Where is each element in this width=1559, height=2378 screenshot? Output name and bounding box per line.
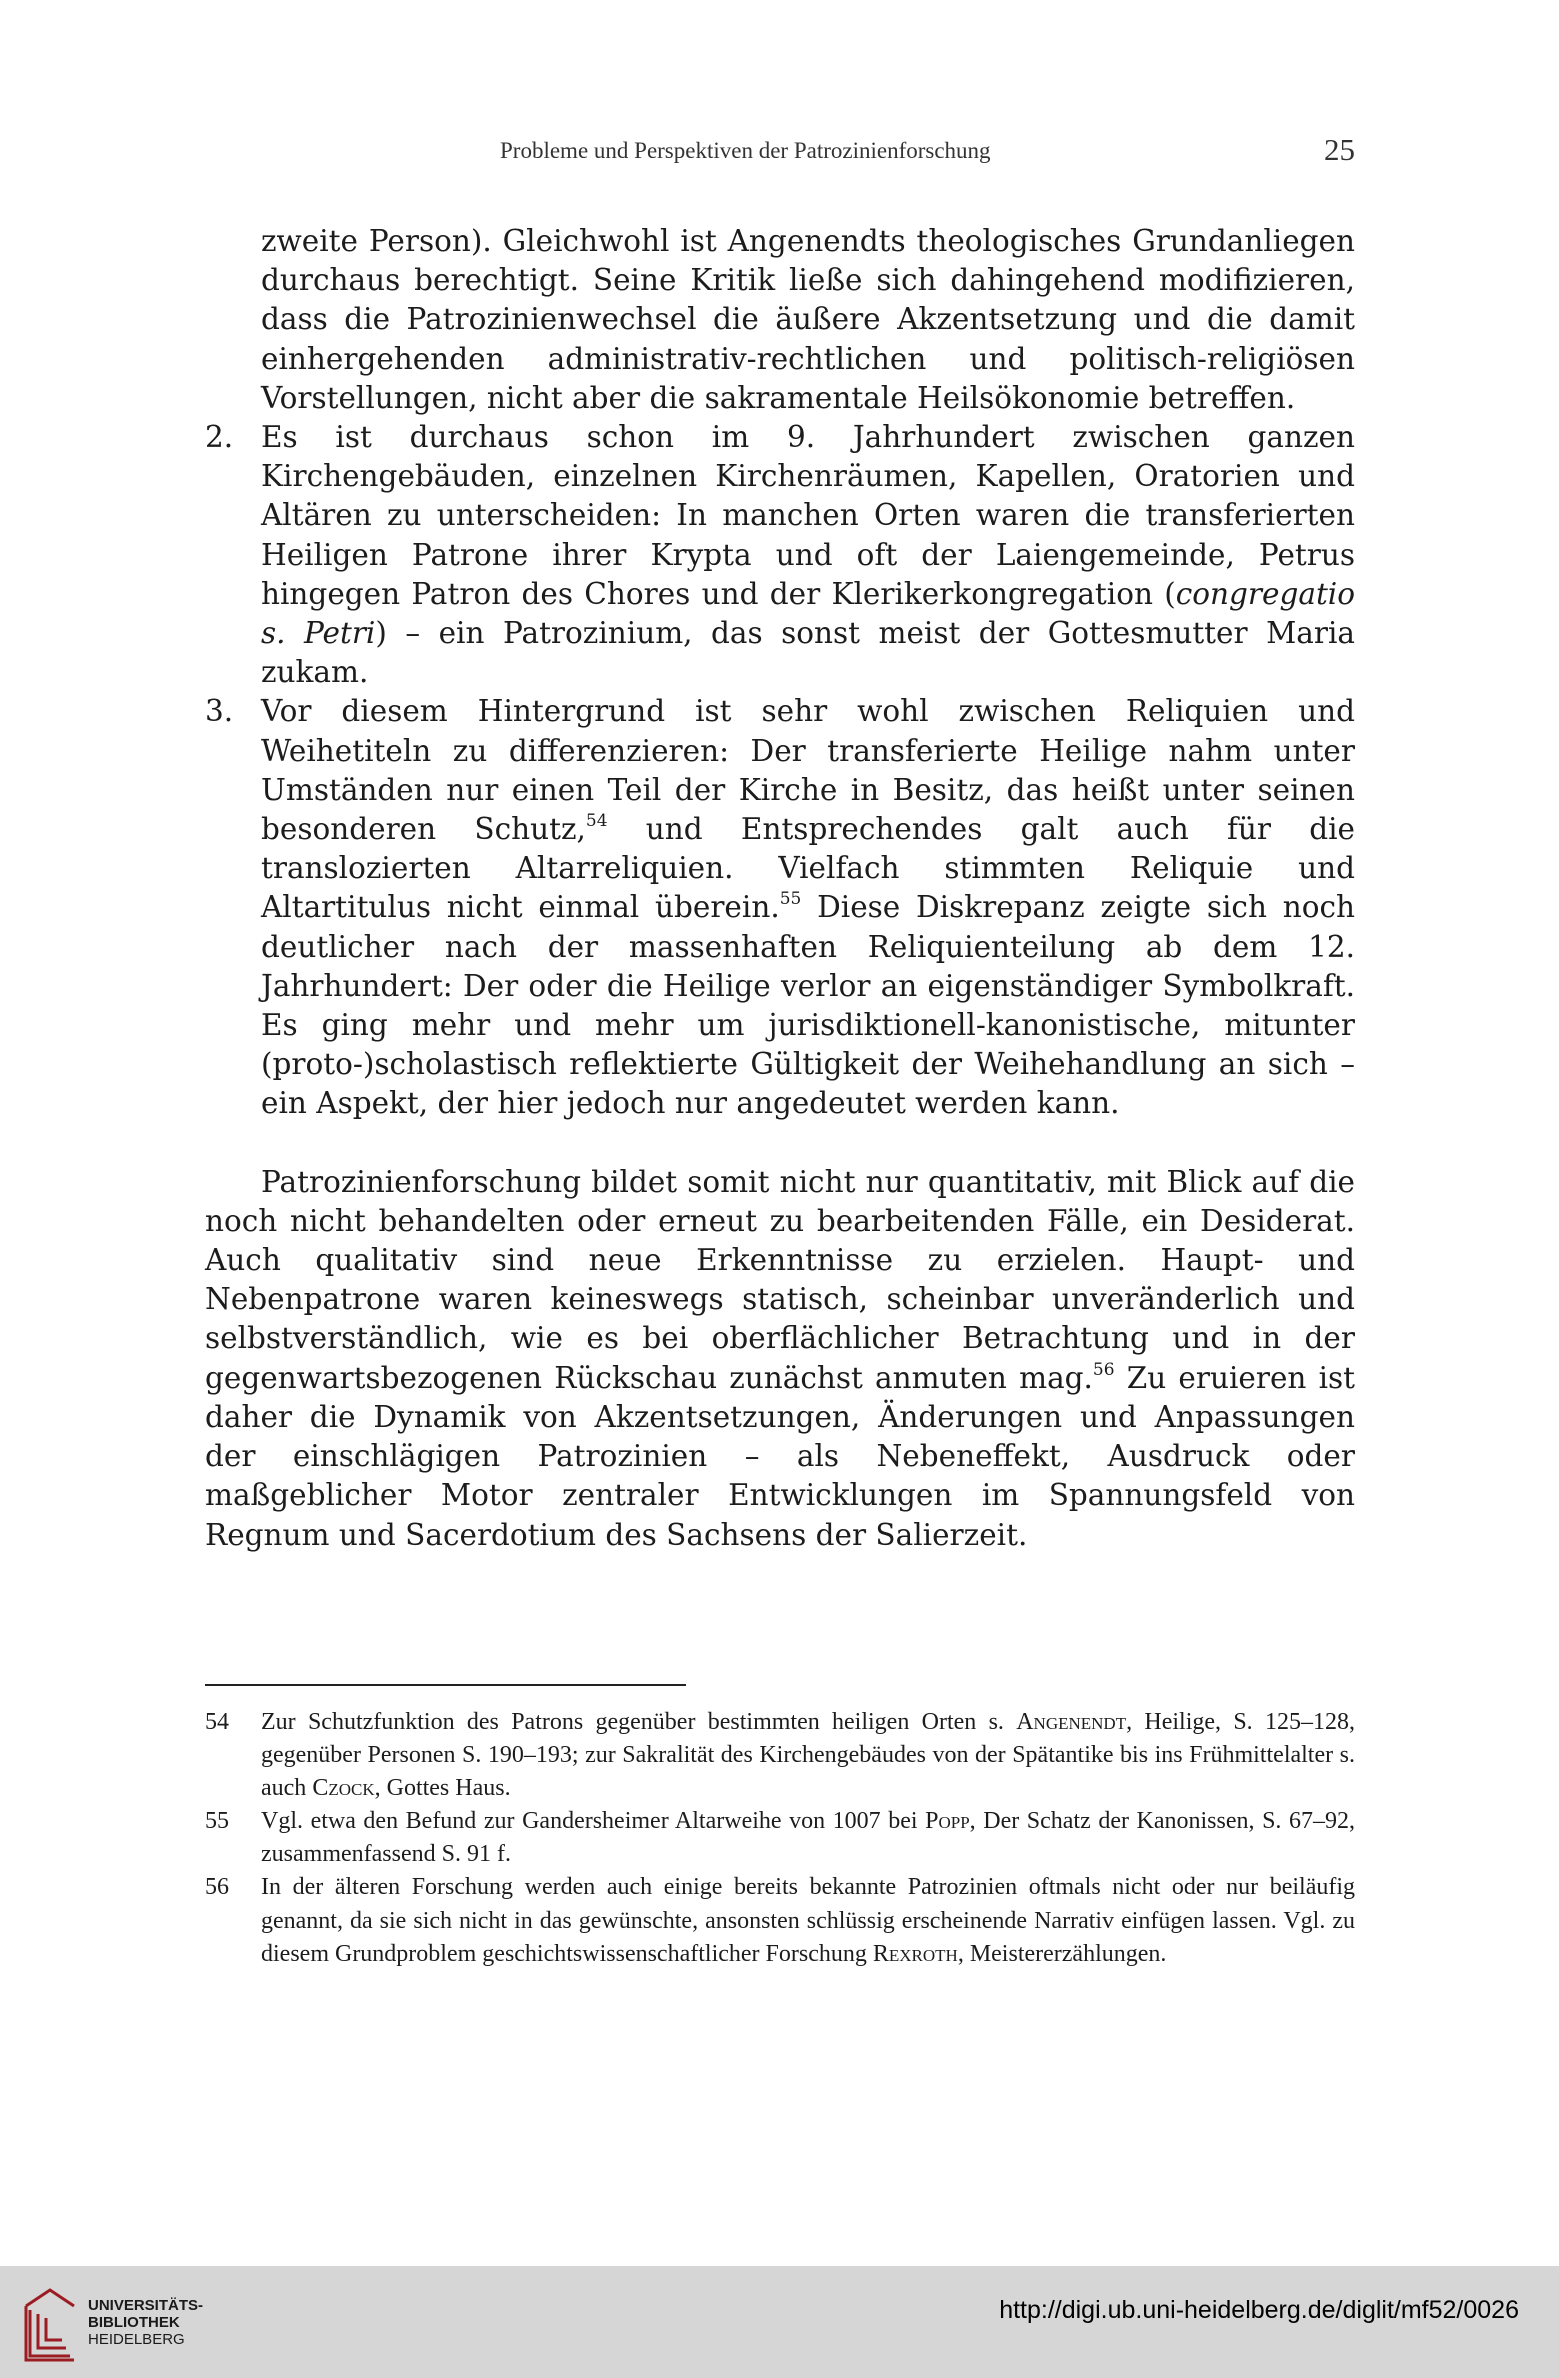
footnote-ref[interactable]: 55: [779, 889, 802, 910]
footnote-54: [205, 1706, 1355, 1805]
footnote-text: In der älteren Forschung werden auch einige bereits bekannte Patrozinien oftmals nicht oder nur beiläufig genannt, da sie sich nicht in das gewünschte, ansonsten schlüssig erscheinende Narrativ einfügen lassen. Vgl. zu diesem Grundproblem geschichtswissenschaftlicher Forschung: [261, 1874, 1355, 1967]
footnote-divider: [205, 1684, 686, 1686]
author-name: Angenendt: [1016, 1709, 1127, 1735]
running-title: Probleme und Perspektiven der Patrozinienforschung: [500, 138, 991, 163]
author-name: Rexroth: [872, 1940, 958, 1967]
body-text: [205, 222, 1355, 1555]
library-name-line: BIBLIOTHEK: [88, 2314, 180, 2331]
footnote-ref[interactable]: 54: [585, 811, 608, 832]
list-number: 3.: [205, 694, 234, 729]
list-item-2: [205, 418, 1355, 692]
paragraph-text: zweite Person). Gleichwohl ist Angenendts theologisches Grundanliegen durchaus berechtigt. Seine Kritik ließe sich dahingehend modifizieren, dass die Patrozinienwechsel die äußere Akzentsetzung und die damit einhergehenden administrativ-rechtlichen und politisch-religiösen Vorstellungen, nicht aber die sakramentale Heilsökonomie betreffen.: [261, 224, 1355, 415]
footnote-text: , Heilige, S. 125–128, gegenüber Personen S. 190–193; zur Sakralität des Kirchengebäudes von der Spätantike bis ins Frühmittelalter s. auch: [261, 1709, 1355, 1802]
footer-bar: [0, 2266, 1559, 2378]
page-number: 25: [1324, 132, 1355, 167]
closing-paragraph: [205, 1163, 1355, 1555]
footnote-55: [205, 1805, 1355, 1871]
author-name: Popp: [925, 1808, 970, 1835]
continued-item-paragraph: [205, 222, 1355, 418]
paragraph-text: Vor diesem Hintergrund ist sehr wohl zwischen Reliquien und Weihetiteln zu differenzieren: Der transferierte Heilige nahm unter Umständen nur einen Teil der Kirche in Besitz, das heißt unter seinen besonderen Schutz,: [261, 694, 1355, 847]
library-logo-icon: [22, 2284, 78, 2362]
paragraph-text: Patrozinienforschung bildet somit nicht nur quantitativ, mit Blick auf die noch nicht behandelten oder erneut zu bearbeitenden Fälle, ein Desiderat. Auch qualitativ sind neue Erkenntnisse zu erzielen. Haupt- und Nebenpatrone waren keineswegs statisch, scheinbar unveränderlich und selbstverständlich, wie es bei oberflächlicher Betrachtung und in der gegenwartsbezogenen Rückschau zunächst anmuten mag.: [205, 1164, 1355, 1395]
footnote-text: , Meistererzählungen.: [957, 1940, 1167, 1967]
italic-term: congregatio s. Petri: [261, 576, 1355, 651]
footnotes: [205, 1706, 1355, 1971]
paragraph-text: Zu eruieren ist daher die Dynamik von Akzentsetzungen, Änderungen und Anpassungen der einschlägigen Patrozinien – als Nebeneffekt, Ausdruck oder maßgeblicher Motor zentraler Entwicklungen im Spannungsfeld von Regnum und Sacerdotium des Sachsens der Salierzeit.: [205, 1360, 1355, 1552]
footnote-number: 56: [205, 1874, 229, 1901]
list-item-3: [205, 692, 1355, 1123]
footnote-text: Vgl. etwa den Befund zur Gandersheimer Altarweihe von 1007 bei: [261, 1808, 926, 1835]
footnote-56: [205, 1871, 1355, 1970]
list-number: 2.: [205, 420, 234, 455]
library-name-line: HEIDELBERG: [88, 2331, 185, 2348]
footnote-ref[interactable]: 56: [1092, 1359, 1115, 1380]
paragraph-text: Es ist durchaus schon im 9. Jahrhundert zwischen ganzen Kirchengebäuden, einzelnen Kirchenräumen, Kapellen, Oratorien und Altären zu unterscheiden: In manchen Orten waren die transferierten Heiligen Patrone ihrer Krypta und oft der Laiengemeinde, Petrus hingegen Patron des Chores und der Klerikerkongregation (: [261, 420, 1355, 611]
footnote-text: , Gottes Haus.: [374, 1775, 511, 1802]
paragraph-gap: [205, 1124, 1355, 1163]
paragraph-text: und Entsprechendes galt auch für die translozierten Altarreliquien. Vielfach stimmten Reliquie und Altartitulus nicht einmal überein.: [261, 812, 1355, 925]
footnote-text: , Der Schatz der Kanonissen, S. 67–92, zusammenfassend S. 91 f.: [261, 1808, 1355, 1868]
paragraph-text: ) – ein Patrozinium, das sonst meist der Gottesmutter Maria zukam.: [261, 616, 1355, 690]
library-name-line: UNIVERSITÄTS-: [88, 2297, 204, 2314]
footnote-number: 54: [205, 1709, 229, 1735]
author-name: Czock: [312, 1775, 375, 1802]
paragraph-text: Diese Diskrepanz zeigte sich noch deutlicher nach der massenhaften Reliquienteilung ab dem 12. Jahrhundert: Der oder die Heilige verlor an eigenständiger Symbolkraft. Es ging mehr und mehr um jurisdiktionell-kanonistische, mitunter (proto-)scholastisch reflektierte Gültigkeit der Weihehandlung an sich – ein Aspekt, der hier jedoch nur angedeutet werden kann.: [261, 890, 1355, 1121]
footnote-text: Zur Schutzfunktion des Patrons gegenüber bestimmten heiligen Orten s.: [261, 1709, 1017, 1735]
footnote-number: 55: [205, 1808, 229, 1835]
permalink-url[interactable]: http://digi.ub.uni-heidelberg.de/diglit/mf52/0026: [999, 2296, 1519, 2324]
library-name: [88, 2297, 203, 2348]
